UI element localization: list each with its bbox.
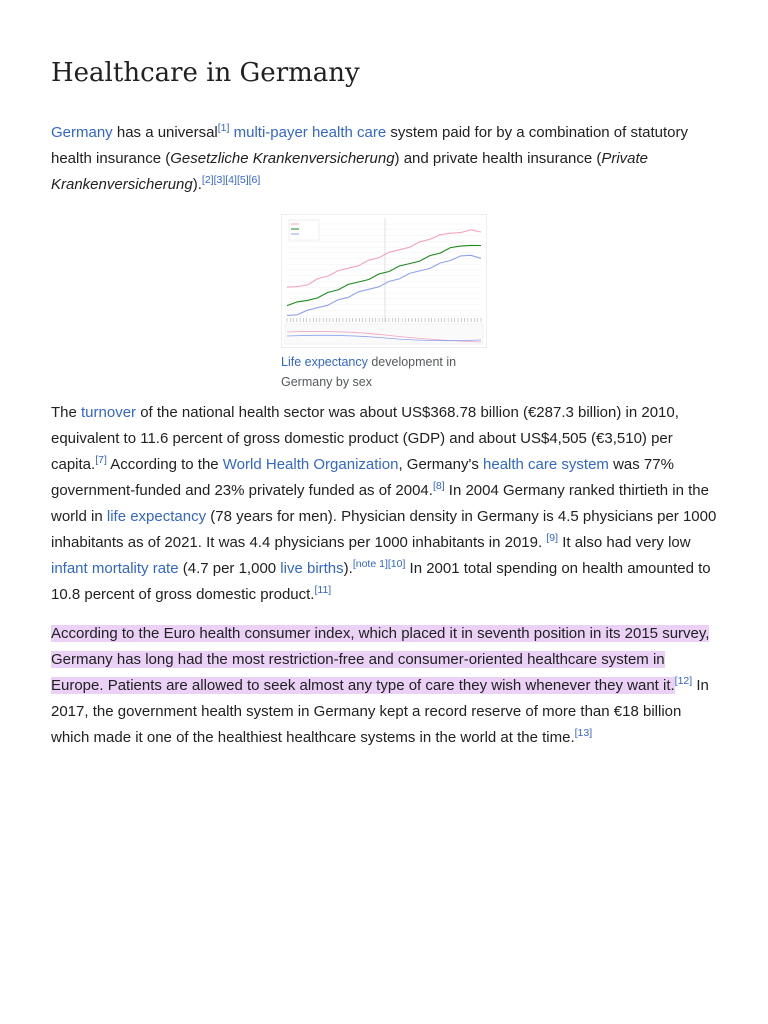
text: (78 years for men). Physician density in Germany is 4.5 physicians per 1000 inhabitants as of 2021. It was 4.4 physicians per 1000 inhabitants in 2019. xyxy=(51,508,717,551)
text: (4.7 per 1,000 xyxy=(178,560,281,577)
text: ). xyxy=(343,560,353,577)
ref-12[interactable]: [12] xyxy=(674,675,693,687)
link-turnover[interactable]: turnover xyxy=(81,404,137,421)
ref-2-6[interactable]: [2][3][4][5][6] xyxy=(201,174,261,186)
ref-8[interactable]: [8] xyxy=(432,480,445,492)
life-expectancy-figure xyxy=(281,214,487,392)
highlighted-text: According to the Euro health consumer index, which placed it in seventh position in its 2015 survey, Germany has long had the most restriction-free and consumer-oriented healthcare system in Europe. Patients are allowed to seek almost any type of care they wish whenever they want it. xyxy=(51,625,710,694)
text: ) and private health insurance ( xyxy=(394,150,602,167)
text: In 2004 Germany ranked thirtieth in the world in xyxy=(51,482,709,525)
term-gesetzliche: Gesetzliche Krankenversicherung xyxy=(170,150,395,167)
euro-index-paragraph xyxy=(51,621,721,751)
ref-note1-10[interactable]: [note 1][10] xyxy=(352,558,406,570)
link-infant-mortality-rate[interactable]: infant mortality rate xyxy=(51,560,179,577)
page-title: Healthcare in Germany xyxy=(51,58,360,88)
text: has a universal xyxy=(112,124,218,141)
ref-7[interactable]: [7] xyxy=(95,454,107,466)
text: According to the xyxy=(106,456,223,473)
text: was 77% government-funded and 23% privately funded as of 2004. xyxy=(51,456,674,499)
link-germany[interactable]: Germany xyxy=(51,124,113,141)
figure-caption xyxy=(281,352,481,392)
ref-1[interactable]: [1] xyxy=(217,122,230,134)
ref-13[interactable]: [13] xyxy=(574,727,593,739)
link-multi-payer-health-care[interactable]: multi-payer health care xyxy=(233,124,387,141)
text: system paid for by a combination of statutory health insurance ( xyxy=(51,124,688,167)
text: of the national health sector was about US$368.78 billion (€287.3 billion) in 2010, equivalent to 11.6 percent of gross domestic product (GDP) and about US$4,505 (€3,510) per capita. xyxy=(51,404,679,473)
link-health-care-system[interactable]: health care system xyxy=(483,456,609,473)
caption-text: development in Germany by sex xyxy=(281,355,457,389)
link-life-expectancy-caption[interactable]: Life expectancy xyxy=(281,355,368,369)
text: ). xyxy=(192,176,202,193)
term-private: Private Krankenversicherung xyxy=(51,150,649,193)
ref-9[interactable]: [9] xyxy=(546,532,559,544)
text: It also had very low xyxy=(558,534,691,551)
life-expectancy-chart[interactable] xyxy=(281,214,487,348)
link-live-births[interactable]: live births xyxy=(280,560,344,577)
text: , Germany's xyxy=(398,456,484,473)
link-who[interactable]: World Health Organization xyxy=(222,456,399,473)
text: In 2017, the government health system in Germany kept a record reserve of more than €18 billion which made it one of the healthiest healthcare systems in the world at the time. xyxy=(51,677,709,746)
link-life-expectancy[interactable]: life expectancy xyxy=(106,508,207,525)
text: In 2001 total spending on health amounted to 10.8 percent of gross domestic product. xyxy=(51,560,711,603)
economics-paragraph xyxy=(51,400,721,608)
ref-11[interactable]: [11] xyxy=(314,584,332,596)
intro-paragraph xyxy=(51,120,721,198)
text: The xyxy=(51,404,82,421)
